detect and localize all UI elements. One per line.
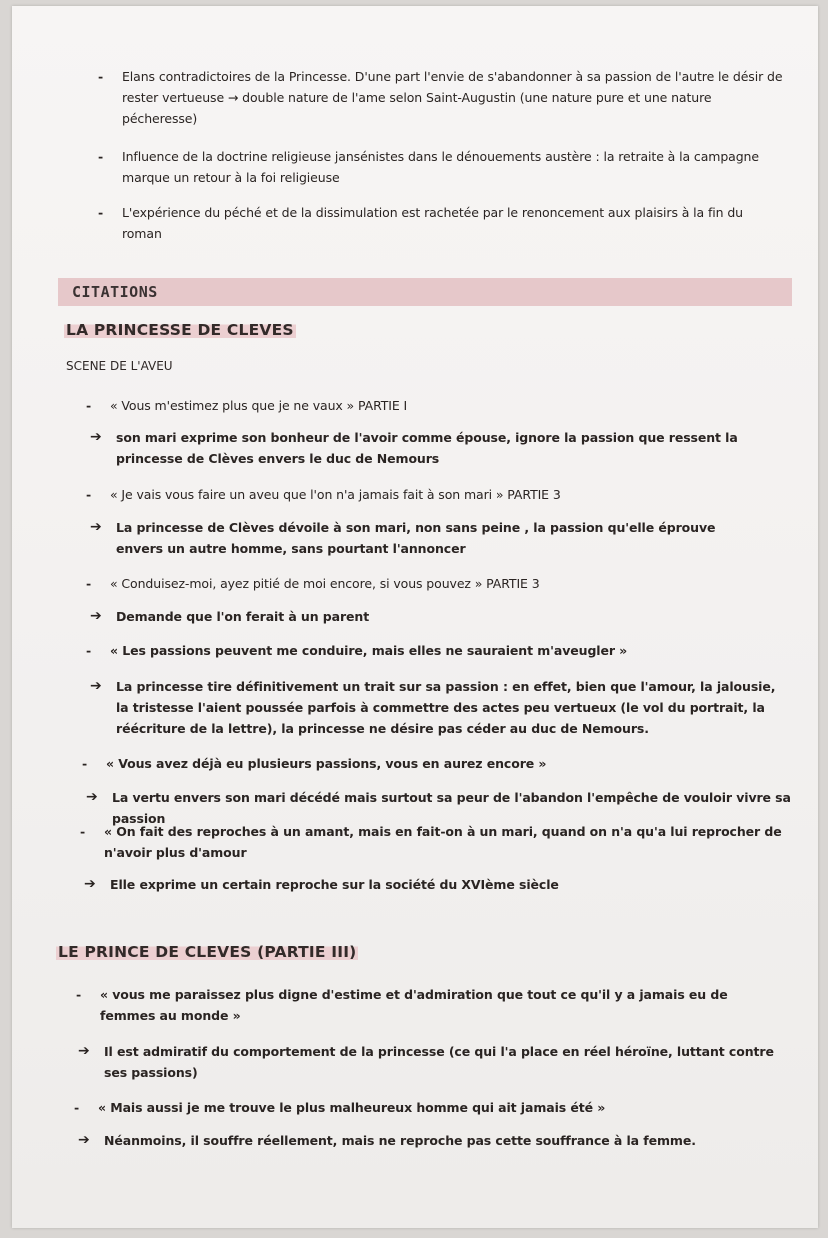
quote-text: « Je vais vous faire un aveu que l'on n'a jamais fait à son mari » PARTIE 3 [110,487,561,502]
dash-marker: - [76,987,82,1002]
analysis-text: Il est admiratif du comportement de la princesse (ce qui l'a place en réel héroïne, luttant contre ses passions) [104,1044,774,1080]
dash-marker: - [98,69,104,84]
dash-marker: - [80,824,86,839]
quote-item-6 [80,821,790,863]
quote-text: « Vous m'estimez plus que je ne vaux » PARTIE I [110,398,408,413]
citations-banner [58,278,792,306]
analysis-item-4 [90,676,782,739]
quote-item-1 [86,395,790,416]
intro-bullet-2 [98,146,786,188]
analysis-item-3 [90,606,792,627]
analysis-item-1 [90,427,792,469]
analysis-text: La princesse tire définitivement un trait sur sa passion : en effet, bien que l'amour, la jalousie, la tristesse l'aient poussée parfois à commettre des actes peu vertueux (le vol du portrait, la réécriture de la lettre), la princesse ne désire pas céder au duc de Nemours. [116,679,776,736]
analysis-item-2 [90,517,756,559]
princesse-heading-text: LA PRINCESSE DE CLEVES [66,321,294,339]
analysis-text: La vertu envers son mari décédé mais surtout sa peur de l'abandon l'empêche de vouloir vivre sa passion [112,790,791,826]
analysis-text: Elle exprime un certain reproche sur la société du XVIème siècle [110,877,559,892]
arrow-icon: ➔ [90,429,102,445]
dash-marker: - [86,643,92,658]
prince-quote-2 [74,1097,778,1118]
quote-text: « Les passions peuvent me conduire, mais elles ne sauraient m'aveugler » [110,643,628,658]
bullet-text: L'expérience du péché et de la dissimulation est rachetée par le renoncement aux plaisirs à la fin du roman [122,205,743,241]
arrow-icon: ➔ [90,678,102,694]
prince-analysis-1 [78,1041,780,1083]
dash-marker: - [98,149,104,164]
quote-item-2 [86,484,790,505]
bullet-text: Elans contradictoires de la Princesse. D'une part l'envie de s'abandonner à sa passion de l'autre le désir de rester vertueuse → double nature de l'ame selon Saint-Augustin (une nature pure et une nature pécheresse) [122,69,783,126]
dash-marker: - [86,576,92,591]
bullet-text: Influence de la doctrine religieuse jansénistes dans le dénouements austère : la retraite à la campagne marque un retour à la foi religieuse [122,149,759,185]
quote-text: « vous me paraissez plus digne d'estime et d'admiration que tout ce qu'il y a jamais eu de femmes au monde » [100,987,728,1023]
dash-marker: - [82,756,88,771]
quote-text: « Mais aussi je me trouve le plus malheureux homme qui ait jamais été » [98,1100,606,1115]
dash-marker: - [86,487,92,502]
prince-analysis-2 [78,1130,780,1151]
scene-subheading: SCENE DE L'AVEU [66,359,173,373]
quote-item-5 [82,753,790,774]
intro-bullet-3 [98,202,786,244]
analysis-item-6 [84,874,790,895]
quote-text: « On fait des reproches à un amant, mais en fait-on à un mari, quand on n'a qu'a lui reprocher de n'avoir plus d'amour [104,824,782,860]
citations-title: CITATIONS [72,283,158,301]
quote-text: « Vous avez déjà eu plusieurs passions, vous en aurez encore » [106,756,547,771]
quote-item-3 [86,573,790,594]
arrow-icon: ➔ [78,1043,90,1059]
arrow-icon: ➔ [86,789,98,805]
princesse-heading [64,321,296,339]
intro-bullet-1 [98,66,786,129]
dash-marker: - [98,205,104,220]
prince-quote-1 [76,984,780,1026]
arrow-icon: ➔ [90,519,102,535]
arrow-icon: ➔ [84,876,96,892]
arrow-icon: ➔ [78,1132,90,1148]
analysis-text: Demande que l'on ferait à un parent [116,609,370,624]
dash-marker: - [86,398,92,413]
arrow-icon: ➔ [90,608,102,624]
prince-heading [56,943,358,961]
analysis-text: son mari exprime son bonheur de l'avoir comme épouse, ignore la passion que ressent la princesse de Clèves envers le duc de Nemours [116,430,738,466]
quote-text: « Conduisez-moi, ayez pitié de moi encore, si vous pouvez » PARTIE 3 [110,576,540,591]
analysis-text: Néanmoins, il souffre réellement, mais ne reproche pas cette souffrance à la femme. [104,1133,696,1148]
dash-marker: - [74,1100,80,1115]
quote-item-4 [86,640,790,661]
prince-heading-text: LE PRINCE DE CLEVES (PARTIE III) [58,943,357,961]
analysis-text: La princesse de Clèves dévoile à son mari, non sans peine , la passion qu'elle éprouve envers un autre homme, sans pourtant l'annoncer [116,520,716,556]
